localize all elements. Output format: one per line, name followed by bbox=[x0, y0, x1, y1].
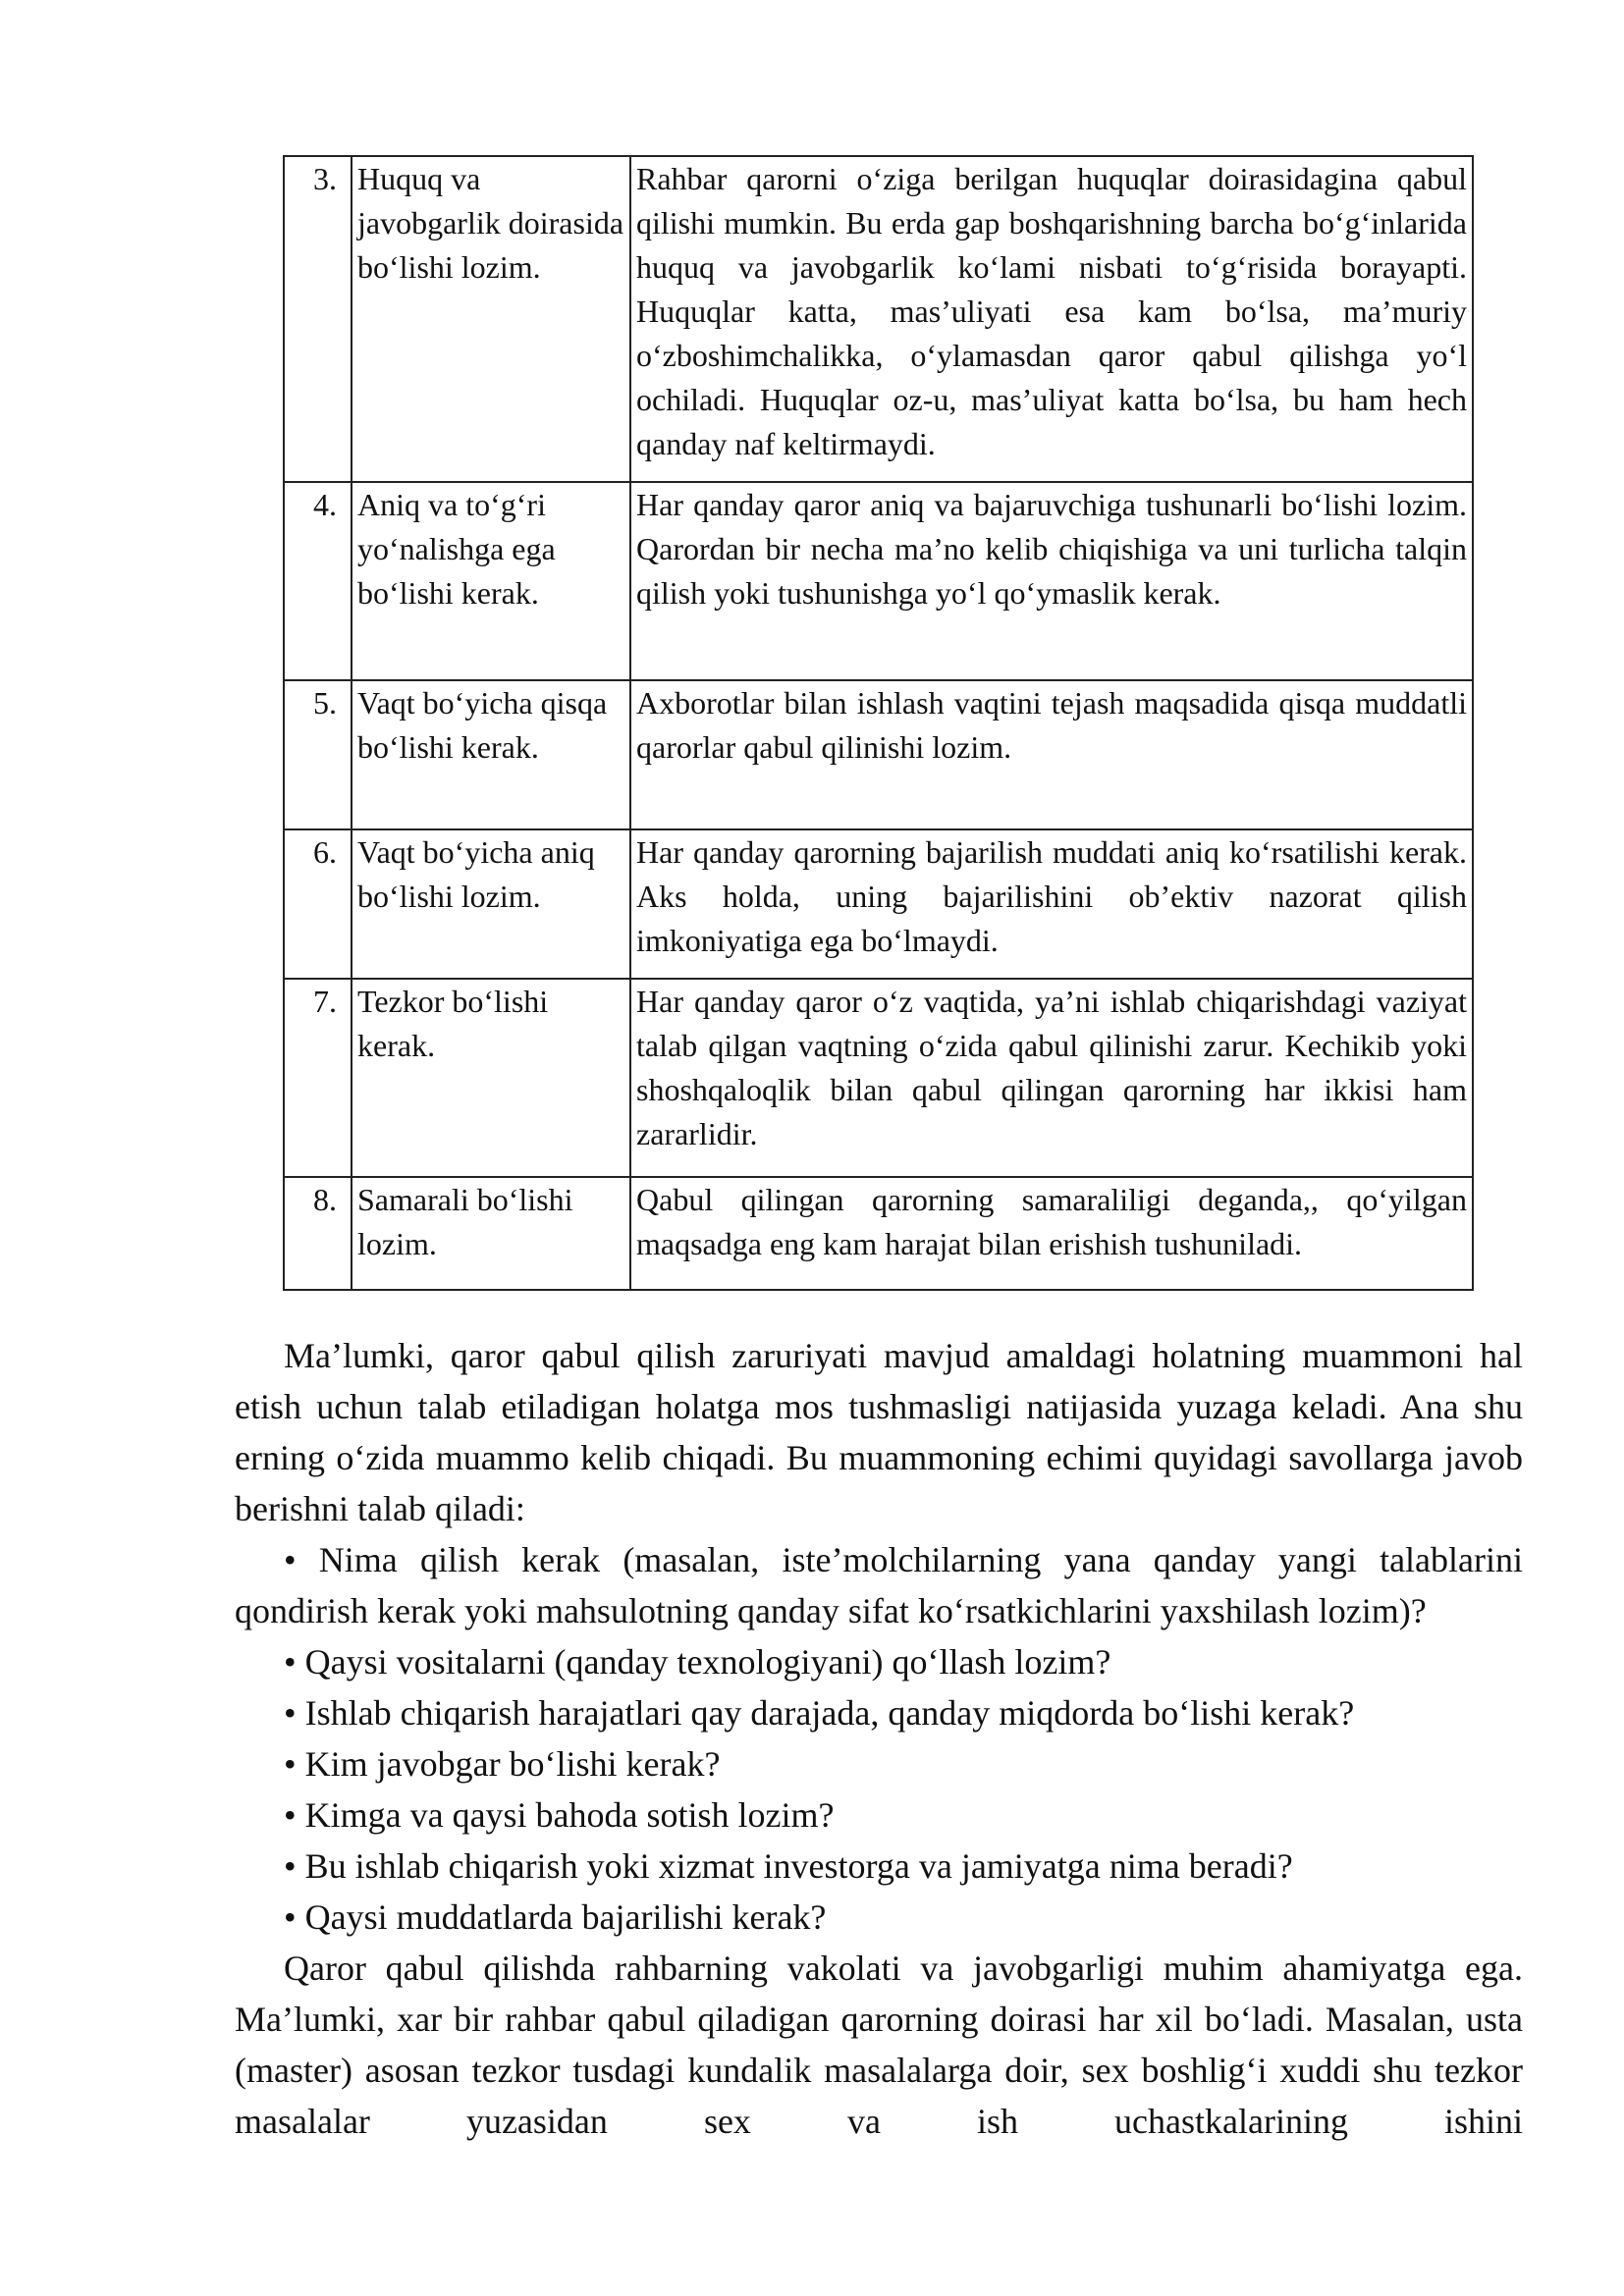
bullet-item: • Qaysi muddatlarda bajarilishi kerak? bbox=[284, 1897, 827, 1937]
requirement-description: Axborotlar bilan ishlash vaqtini tejash maqsadida qisqa muddatli qarorlar qabul qilinishi lozim. bbox=[630, 680, 1473, 829]
bullet-item: • Kimga va qaysi bahoda sotish lozim? bbox=[284, 1795, 835, 1835]
requirement-name: Tezkor bo‘lishi kerak. bbox=[352, 979, 630, 1177]
requirement-description: Har qanday qaror o‘z vaqtida, ya’ni ishlab chiqarishdagi vaziyat talab qilgan vaqtning o‘zida qabul qilinishi zarur. Kechikib yoki shoshqaloqlik bilan qabul qilingan qarorning har ikkisi ham zararlidir. bbox=[630, 979, 1473, 1177]
row-number: 5. bbox=[284, 680, 352, 829]
table-row bbox=[284, 829, 1473, 979]
table-row bbox=[284, 1177, 1473, 1290]
table-row bbox=[284, 979, 1473, 1177]
bullet-item: • Bu ishlab chiqarish yoki xizmat investorga va jamiyatga nima beradi? bbox=[284, 1846, 1293, 1886]
row-number: 4. bbox=[284, 482, 352, 680]
intro-paragraph: Ma’lumki, qaror qabul qilish zaruriyati mavjud amaldagi holatning muammoni hal etish uchun talab etiladigan holatga mos tushmasligi natijasida yuzaga keladi. Ana shu erning o‘zida muammo kelib chiqadi. Bu muammoning echimi quyidagi savollarga javob berishni talab qiladi: bbox=[235, 1336, 1523, 1528]
table-row bbox=[284, 680, 1473, 829]
row-number: 3. bbox=[284, 156, 352, 482]
requirement-description: Har qanday qaror aniq va bajaruvchiga tushunarli bo‘lishi lozim. Qarordan bir necha ma’no kelib chiqishiga va uni turlicha talqin qilish yoki tushunishga yo‘l qo‘ymaslik kerak. bbox=[630, 482, 1473, 680]
bullet-item: • Nima qilish kerak (masalan, iste’molchilarning yana qanday yangi talablarini qondirish kerak yoki mahsulotning qanday sifat ko‘rsatkichlarini yaxshilash lozim)? bbox=[235, 1540, 1523, 1630]
body-text bbox=[235, 1330, 1523, 2147]
requirement-name: Vaqt bo‘yicha aniq bo‘lishi lozim. bbox=[352, 829, 630, 979]
bullet-item: • Ishlab chiqarish harajatlari qay darajada, qanday miqdorda bo‘lishi kerak? bbox=[284, 1693, 1355, 1733]
closing-paragraph: Qaror qabul qilishda rahbarning vakolati va javobgarligi muhim ahamiyatga ega. Ma’lumki, xar bir rahbar qabul qiladigan qarorning doirasi har xil bo‘ladi. Masalan, usta (master) asosan tezkor tusdagi kundalik masalalarga doir, sex boshlig‘i xuddi shu tezkor masalalar yuzasidan sex va ish uchastkalarining ishini bbox=[235, 1949, 1523, 2141]
row-number: 8. bbox=[284, 1177, 352, 1290]
bullet-item: • Kim javobgar bo‘lishi kerak? bbox=[284, 1744, 721, 1784]
requirement-description: Har qanday qarorning bajarilish muddati aniq ko‘rsatilishi kerak. Aks holda, uning bajarilishini ob’ektiv nazorat qilish imkoniyatiga ega bo‘lmaydi. bbox=[630, 829, 1473, 979]
table-row bbox=[284, 156, 1473, 482]
requirement-description: Qabul qilingan qarorning samaraliligi deganda,, qo‘yilgan maqsadga eng kam harajat bilan erishish tushuniladi. bbox=[630, 1177, 1473, 1290]
row-number: 7. bbox=[284, 979, 352, 1177]
requirement-name: Samarali bo‘lishi lozim. bbox=[352, 1177, 630, 1290]
requirement-name: Vaqt bo‘yicha qisqa bo‘lishi kerak. bbox=[352, 680, 630, 829]
bullet-item: • Qaysi vositalarni (qanday texnologiyani) qo‘llash lozim? bbox=[284, 1642, 1111, 1682]
requirement-description: Rahbar qarorni o‘ziga berilgan huquqlar doirasidagina qabul qilishi mumkin. Bu erda gap boshqarishning barcha bo‘g‘inlarida huquq va javobgarlik ko‘lami nisbati to‘g‘risida borayapti. Huquqlar katta, mas’uliyati esa kam bo‘lsa, ma’muriy o‘zboshimchalikka, o‘ylamasdan qaror qabul qilishga yo‘l ochiladi. Huquqlar oz-u, mas’uliyat katta bo‘lsa, bu ham hech qanday naf keltirmaydi. bbox=[630, 156, 1473, 482]
row-number: 6. bbox=[284, 829, 352, 979]
requirement-name: Huquq va javobgarlik doirasida bo‘lishi lozim. bbox=[352, 156, 630, 482]
decision-requirements-table bbox=[283, 155, 1474, 1291]
requirement-name: Aniq va to‘g‘ri yo‘nalishga ega bo‘lishi kerak. bbox=[352, 482, 630, 680]
table-row bbox=[284, 482, 1473, 680]
